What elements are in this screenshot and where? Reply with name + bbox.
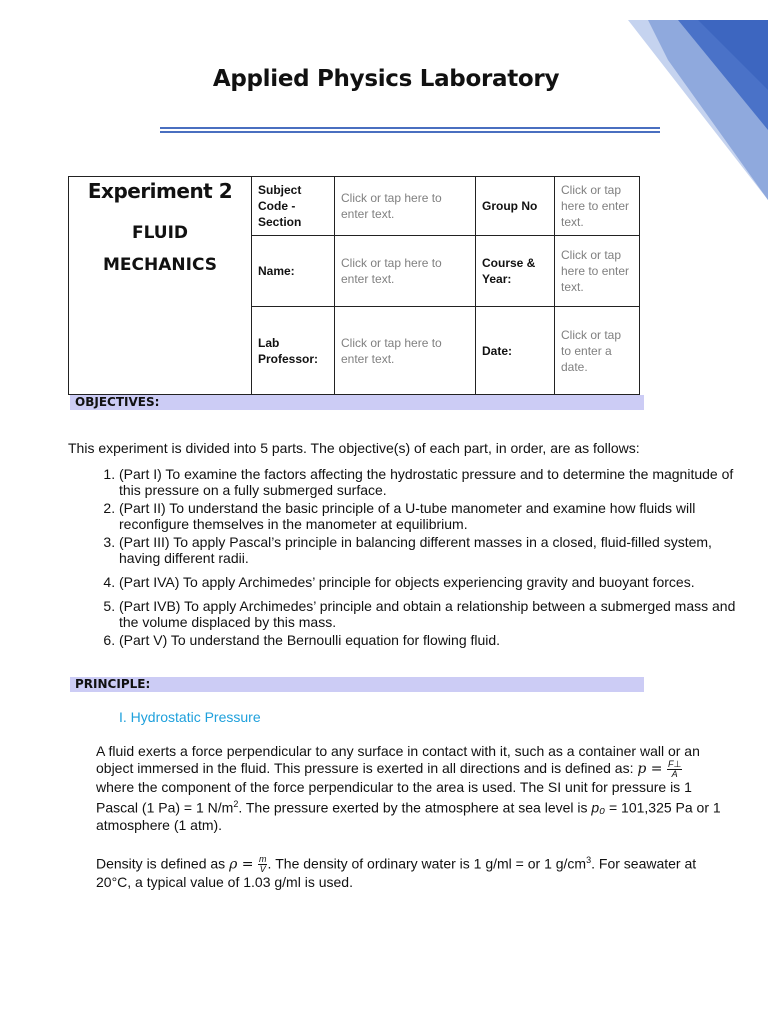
section-subheading: I. Hydrostatic Pressure <box>119 709 261 725</box>
objectives-list <box>84 466 739 650</box>
page-title: Applied Physics Laboratory <box>212 66 560 92</box>
list-item: 6. (Part V) To understand the Bernoulli equation for flowing fluid. <box>119 632 739 648</box>
experiment-topic: FLUID MECHANICS <box>103 223 217 275</box>
subject-code-field[interactable]: Click or tap here to enter text. <box>335 177 476 236</box>
page-number: 1 <box>641 56 648 68</box>
lab-professor-field[interactable]: Click or tap here to enter text. <box>335 307 476 395</box>
list-item: 2. (Part II) To understand the basic principle of a U-tube manometer and examine how fluids will reconfigure themselves in the manometer at equilibrium. <box>119 500 739 532</box>
course-year-field[interactable]: Click or tap here to enter text. <box>555 236 640 307</box>
corner-decoration <box>568 0 768 200</box>
lab-professor-label: Lab Professor: <box>252 307 335 395</box>
date-field[interactable]: Click or tap to enter a date. <box>555 307 640 395</box>
list-item: 4. (Part IVA) To apply Archimedes’ principle for objects experiencing gravity and buoyant forces. <box>119 574 739 590</box>
course-year-label: Course & Year: <box>476 236 555 307</box>
density-fraction: $\frac{m}{V}$ <box>258 854 267 875</box>
objectives-heading: OBJECTIVES: <box>75 395 160 409</box>
hydrostatic-paragraph: A fluid exerts a force perpendicular to any surface in contact with it, such as a container wall or an object immersed in the fluid. This pressure is exerted in all directions and is defined as: p = $\frac{F\perp}{A}$ where the component of the force perpendicular to the area is used. The SI unit for pressure is 1 Pascal (1 Pa) = 1 $N/m^2$. The pressure exerted by the atmosphere at sea level is p₀ = 101,325 Pa or 1 atmosphere (1 atm). <box>96 743 721 833</box>
principle-heading-bar <box>70 677 644 692</box>
density-paragraph: Density is defined as ρ = $\frac{m}{V}$ . The density of ordinary water is 1 g/ml = or 1 $g/cm^3$. For seawater at 20°C, a typical value of 1.03 g/ml is used. <box>96 854 697 891</box>
pressure-fraction: $\frac{F\perp}{A}$ <box>667 759 682 779</box>
experiment-cell <box>69 177 252 395</box>
name-label: Name: <box>252 236 335 307</box>
objectives-intro: This experiment is divided into 5 parts. The objective(s) of each part, in order, are as follows: <box>68 440 640 456</box>
list-item: 1. (Part I) To examine the factors affecting the hydrostatic pressure and to determine the magnitude of this pressure on a fully submerged surface. <box>119 466 739 498</box>
principle-heading: PRINCIPLE: <box>75 677 151 691</box>
objectives-heading-bar <box>70 395 644 410</box>
group-no-field[interactable]: Click or tap here to enter text. <box>555 177 640 236</box>
group-no-label: Group No <box>476 177 555 236</box>
experiment-info-table <box>68 176 640 395</box>
title-rule-secondary <box>160 131 660 133</box>
subject-code-label: Subject Code - Section <box>252 177 335 236</box>
list-item: 3. (Part III) To apply Pascal’s principle in balancing different masses in a closed, fluid-filled system, having different radii. <box>119 534 739 566</box>
date-label: Date: <box>476 307 555 395</box>
title-rule <box>160 127 660 129</box>
name-field[interactable]: Click or tap here to enter text. <box>335 236 476 307</box>
experiment-title: Experiment 2 <box>87 179 233 203</box>
list-item: 5. (Part IVB) To apply Archimedes’ principle and obtain a relationship between a submerged mass and the volume displaced by this mass. <box>119 598 739 630</box>
